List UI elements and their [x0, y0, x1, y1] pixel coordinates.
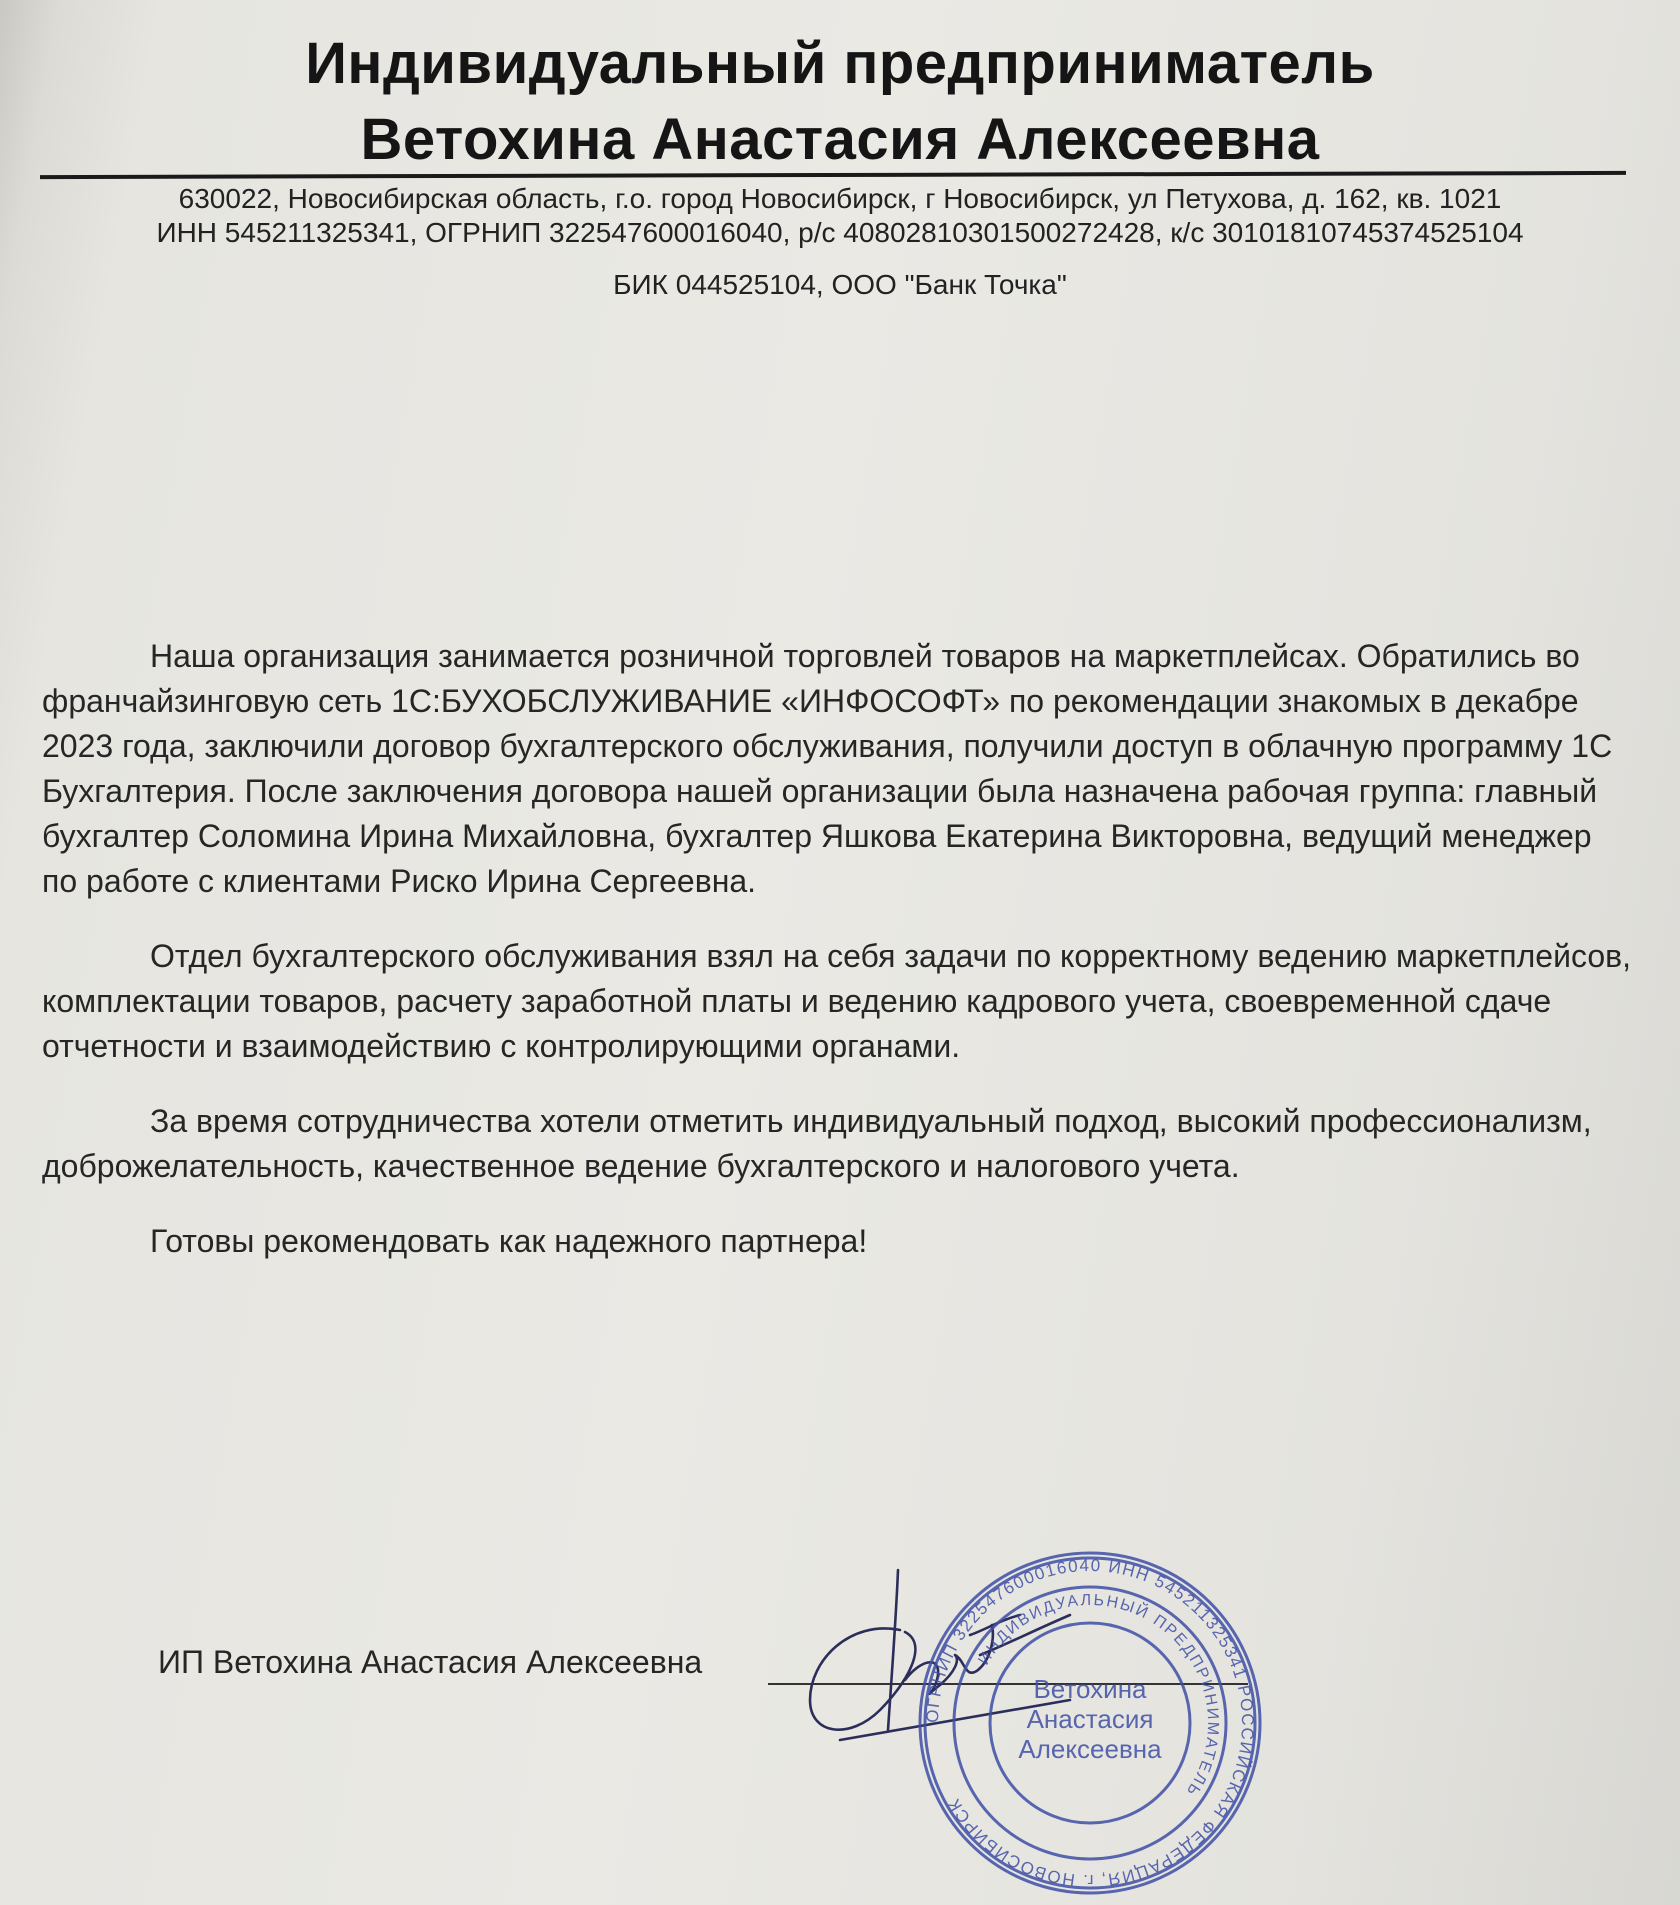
letterhead-address: 630022, Новосибирская область, г.о. город Новосибирск, г Новосибирск, ул Петухова, д. 162, кв. 1021	[178, 183, 1502, 214]
letterhead-name: Ветохина Анастасия Алексеевна	[360, 107, 1320, 172]
body-paragraph-3: За время сотрудничества хотели отметить индивидуальный подход, высокий профессионализм, доброжелательность, качественное ведение бухгалтерского и налогового учета.	[42, 1103, 1592, 1184]
seal-center-line1: Ветохина	[1033, 1674, 1147, 1704]
seal-center-line3: Алексеевна	[1018, 1734, 1162, 1764]
letterhead-bank: БИК 044525104, ООО "Банк Точка"	[613, 269, 1067, 300]
company-seal	[915, 1548, 1265, 1898]
letterhead-requisites: ИНН 545211325341, ОГРНИП 322547600016040, р/с 40802810301500272428, к/с 30101810745374525104	[156, 217, 1524, 248]
seal-outer-text: ОГРНИП 322547600016040 ИНН 545211325341 РОССИЙСКАЯ ФЕДЕРАЦИЯ, г. НОВОСИБИРСК	[922, 1555, 1258, 1891]
signer-name: ИП Ветохина Анастасия Алексеевна	[158, 1644, 703, 1680]
letterhead-title: Индивидуальный предприниматель	[305, 31, 1375, 96]
body-paragraph-4: Готовы рекомендовать как надежного партнера!	[150, 1223, 868, 1259]
letter-body	[42, 634, 1632, 1294]
seal-center-line2: Анастасия	[1026, 1704, 1154, 1734]
seal-inner-text: ИНДИВИДУАЛЬНЫЙ ПРЕДПРИНИМАТЕЛЬ	[975, 1591, 1222, 1801]
body-paragraph-2: Отдел бухгалтерского обслуживания взял на себя задачи по корректному ведению маркетплейсов, комплектации товаров, расчету заработной платы и ведению кадрового учета, своевременной сдаче отчетности и взаимодействию с контролирующими органами.	[42, 938, 1632, 1064]
body-paragraph-1: Наша организация занимается розничной торговлей товаров на маркетплейсах. Обратились во франчайзинговую сеть 1С:БУХОБСЛУЖИВАНИЕ «ИНФОСОФТ» по рекомендации знакомых в декабре 2023 года, заключили договор бухгалтерского обслуживания, получили доступ в облачную программу 1С Бухгалтерия. После заключения договора нашей организации была назначена рабочая группа: главный бухгалтер Соломина Ирина Михайловна, бухгалтер Яшкова Екатерина Викторовна, ведущий менеджер по работе с клиентами Риско Ирина Сергеевна.	[42, 638, 1613, 899]
